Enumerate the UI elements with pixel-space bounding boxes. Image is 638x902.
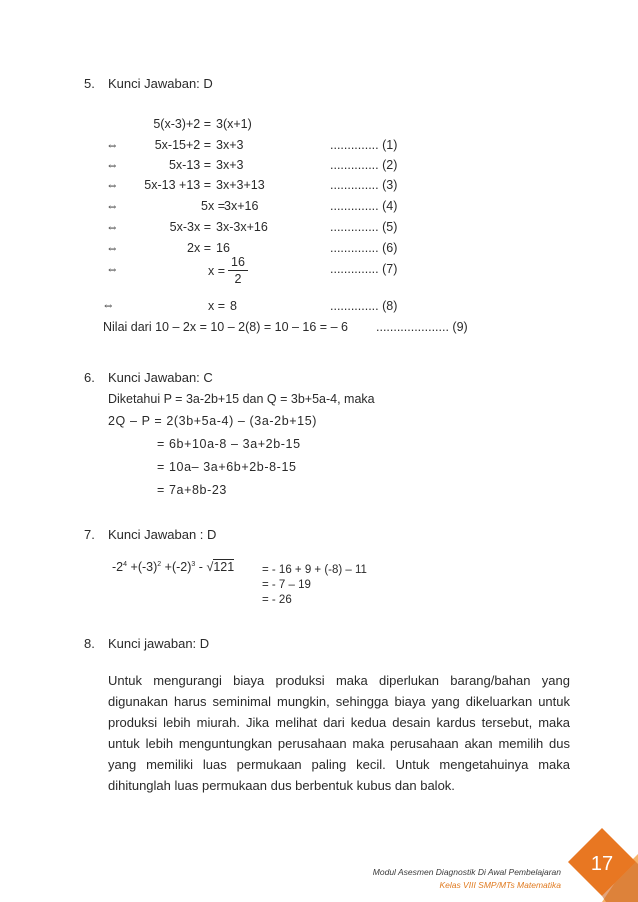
equivalence-symbol: ⇔: [106, 158, 119, 172]
q5-step-ref: .............. (6): [330, 241, 398, 255]
q7-term: +(-3): [130, 560, 158, 574]
equivalence-symbol: ⇔: [106, 241, 119, 255]
equivalence-symbol: ⇔: [106, 199, 119, 213]
fraction-bar: [228, 270, 248, 271]
q8-title: Kunci jawaban: D: [108, 636, 210, 651]
q5-step-ref: .............. (4): [330, 199, 398, 213]
q5-step-lhs: 2x =: [187, 241, 211, 255]
q5-step-lhs: 5x =: [201, 199, 225, 213]
q7-title: Kunci Jawaban : D: [108, 527, 217, 542]
q5-step-ref: .............. (8): [330, 299, 398, 313]
footer-class-subject: Kelas VIII SMP/MTs Matematika: [439, 880, 561, 890]
q5-step-ref: .............. (5): [330, 220, 398, 234]
q5-step-lhs: 5x-13 =: [168, 158, 211, 172]
q6-line: = 6b+10a-8 – 3a+2b-15: [157, 437, 301, 451]
q7-result: = - 7 – 19: [262, 579, 311, 591]
q7-term: +(-2): [164, 560, 192, 574]
equivalence-symbol: ⇔: [106, 178, 119, 192]
footer-module-title: Modul Asesmen Diagnostik Di Awal Pembelajaran: [372, 867, 561, 877]
q6-line: 2Q – P = 2(3b+5a-4) – (3a-2b+15): [108, 414, 318, 428]
fraction: [228, 255, 248, 286]
q5-step-lhs: x =: [207, 299, 225, 313]
q5-conclusion: Nilai dari 10 – 2x = 10 – 2(8) = 10 – 16 = – 6: [103, 320, 348, 334]
q5-step-lhs: 5x-3x =: [169, 220, 211, 234]
q8-paragraph: Untuk mengurangi biaya produksi maka diperlukan barang/bahan yang digunakan harus seminimal mungkin, sehingga biaya yang dikeluarkan untuk produksi lebih miurah. Jika melihat dari kedua desain kardus tersebut, maka untuk lebih menguntungkan perusahaan maka perusahaan akan memilih dus yang memiliki luas permukaan paling kecil. Untuk mengetahuinya maka dihitunglah luas permukaan dus berbentuk kubus dan balok.: [108, 673, 570, 793]
q6-given: Diketahui P = 3a-2b+15 dan Q = 3b+5a-4, maka: [108, 392, 375, 406]
q5-step-rhs: 16: [216, 241, 230, 255]
q7-radicand: 121: [213, 560, 235, 574]
q5-step-ref: .............. (1): [330, 138, 398, 152]
q7-exponent: 2: [157, 560, 162, 568]
q5-step-ref: .............. (3): [330, 178, 398, 192]
q5-conclusion-ref: ..................... (9): [376, 320, 468, 334]
sqrt-icon: √: [206, 560, 214, 574]
q7-expression: [112, 560, 234, 574]
q5-number: 5.: [84, 76, 95, 91]
q5-step-rhs: 3x-3x+16: [216, 220, 268, 234]
q7-term: -: [198, 560, 203, 574]
q5-step-lhs: 5x-15+2 =: [154, 138, 211, 152]
equivalence-symbol: ⇔: [106, 220, 119, 234]
q5-first-rhs: 3(x+1): [216, 117, 252, 131]
q5-step-ref: .............. (2): [330, 158, 398, 172]
q5-step-rhs: 3x+3: [216, 158, 244, 172]
q5-step-lhs: 5x-13 +13 =: [144, 178, 211, 192]
q5-frac-lhs: x =: [207, 264, 225, 278]
equivalence-symbol: ⇔: [106, 138, 119, 152]
q5-title: Kunci Jawaban: D: [108, 76, 213, 91]
q5-first-lhs: 5(x-3)+2 =: [153, 117, 211, 131]
q6-line: = 7a+8b-23: [157, 483, 227, 497]
page-number: 17: [590, 853, 614, 875]
q5-step-rhs: 3x+16: [224, 199, 259, 213]
q5-step-ref: .............. (7): [330, 262, 398, 276]
page-number-badge-icon: [566, 826, 638, 902]
q6-line: = 10a– 3a+6b+2b-8-15: [157, 460, 297, 474]
q5-step-rhs: 8: [230, 299, 237, 313]
fraction-denominator: 2: [234, 272, 242, 286]
q7-number: 7.: [84, 527, 95, 542]
q7-result: = - 26: [262, 594, 292, 606]
q8-number: 8.: [84, 636, 95, 651]
q6-title: Kunci Jawaban: C: [108, 370, 213, 385]
q7-exponent: 4: [123, 560, 128, 568]
q7-exponent: 3: [191, 560, 196, 568]
q7-result: = - 16 + 9 + (-8) – 11: [262, 564, 367, 576]
q5-step-rhs: 3x+3+13: [216, 178, 265, 192]
q6-number: 6.: [84, 370, 95, 385]
equivalence-symbol: ⇔: [106, 262, 119, 276]
fraction-numerator: 16: [231, 255, 245, 269]
equivalence-symbol: ⇔: [102, 298, 115, 312]
q7-term: -2: [112, 560, 124, 574]
q5-step-rhs: 3x+3: [216, 138, 244, 152]
